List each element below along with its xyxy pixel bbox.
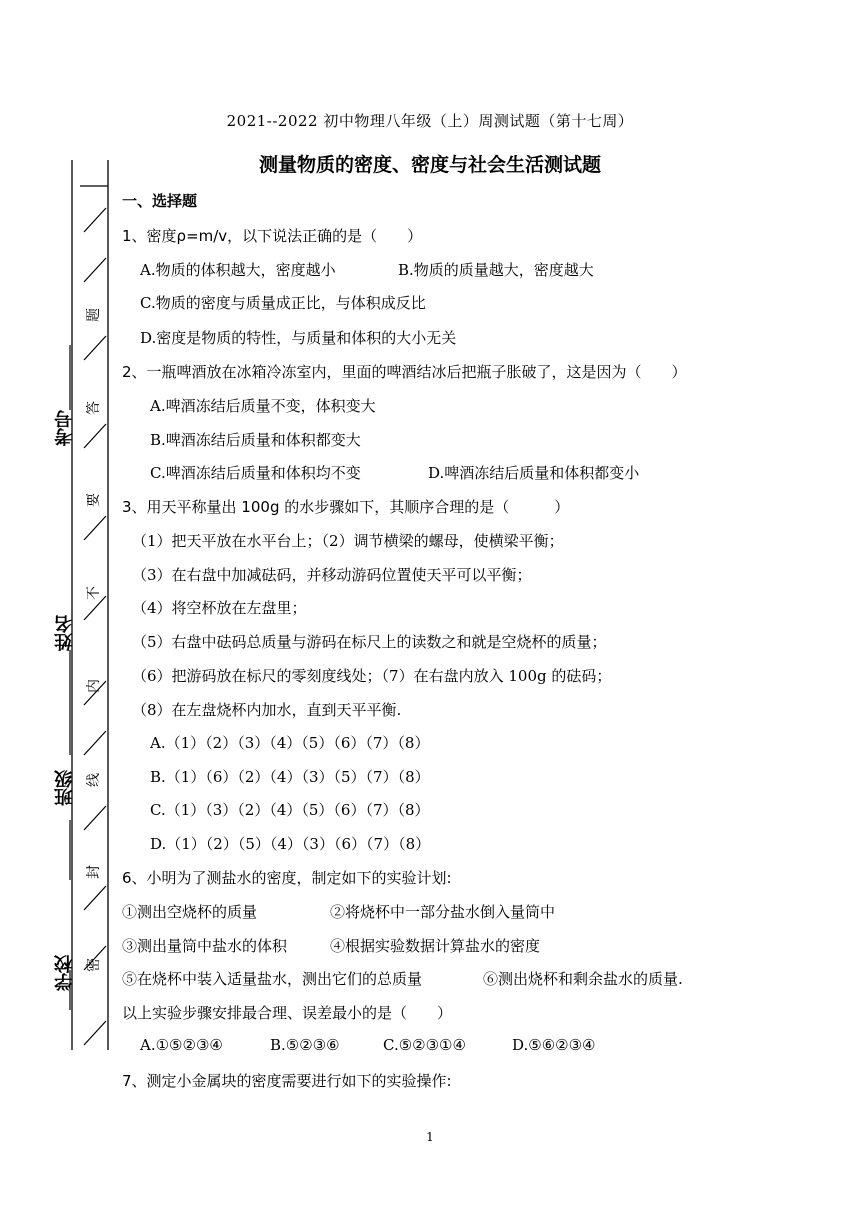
question-1-option-b: B.物质的质量越大，密度越大 bbox=[398, 261, 594, 279]
question-3-step: （6）把游码放在标尺的零刻度线处；（7）在右盘内放入 100g 的砝码； bbox=[132, 667, 612, 685]
seal-char: 线 bbox=[86, 773, 102, 787]
question-2-option-d: D.啤酒冻结后质量和体积都变小 bbox=[428, 464, 640, 482]
question-6-step: ⑥测出烧杯和剩余盐水的质量. bbox=[483, 970, 683, 988]
margin-label-class: 班级 bbox=[54, 770, 75, 806]
question-6-option-a: A.①⑤②③④ bbox=[140, 1036, 223, 1054]
seal-char: 要 bbox=[86, 493, 102, 507]
question-1-option-a: A.物质的体积越大，密度越小 bbox=[140, 261, 336, 279]
margin-label-name: 姓名 bbox=[54, 615, 75, 651]
seal-char: 不 bbox=[86, 586, 102, 600]
binding-margin bbox=[0, 150, 115, 1060]
margin-label-exam-number: 考号 bbox=[54, 410, 75, 446]
question-3-option-b: B.（1）（6）（2）（4）（3）（5）（7）（8） bbox=[150, 768, 430, 786]
question-7-stem: 7、测定小金属块的密度需要进行如下的实验操作: bbox=[122, 1072, 452, 1090]
question-1-stem: 1、密度ρ=m/v，以下说法正确的是（ ） bbox=[122, 227, 423, 245]
question-3-stem: 3、用天平称量出 100g 的水步骤如下，其顺序合理的是（ ） bbox=[122, 498, 570, 516]
question-3-step: （3）在右盘中加减砝码，并移动游码位置使天平可以平衡； bbox=[132, 566, 532, 584]
question-3-step: （5）右盘中砝码总质量与游码在标尺上的读数之和就是空烧杯的质量； bbox=[132, 633, 607, 651]
question-6-step: ①测出空烧杯的质量 bbox=[122, 903, 258, 921]
question-2-option-b: B.啤酒冻结后质量和体积都变大 bbox=[150, 431, 361, 449]
question-1-option-d: D.密度是物质的特性，与质量和体积的大小无关 bbox=[140, 329, 457, 347]
question-6-stem: 6、小明为了测盐水的密度，制定如下的实验计划: bbox=[122, 869, 452, 887]
page-number: 1 bbox=[426, 1130, 434, 1144]
question-6-option-b: B.⑤②③⑥ bbox=[270, 1036, 340, 1054]
question-6-step: ③测出量筒中盐水的体积 bbox=[122, 937, 288, 955]
question-6-step: ④根据实验数据计算盐水的密度 bbox=[330, 937, 541, 955]
question-3-step: （8）在左盘烧杯内加水，直到天平平衡. bbox=[132, 701, 402, 719]
question-1-option-c: C.物质的密度与质量成正比，与体积成反比 bbox=[140, 294, 426, 312]
seal-char: 答 bbox=[86, 401, 102, 415]
question-3-option-a: A.（1）（2）（3）（4）（5）（6）（7）（8） bbox=[150, 734, 430, 752]
section-heading: 一、选择题 bbox=[122, 192, 198, 210]
margin-label-school: 学校 bbox=[54, 955, 75, 991]
question-3-step: （4）将空杯放在左盘里； bbox=[132, 599, 307, 617]
question-6-step: ⑤在烧杯中装入适量盐水，测出它们的总质量 bbox=[122, 970, 423, 988]
question-2-option-a: A.啤酒冻结后质量不变，体积变大 bbox=[150, 397, 376, 415]
question-3-option-c: C.（1）（3）（2）（4）（5）（6）（7）（8） bbox=[150, 801, 430, 819]
seal-char: 题 bbox=[86, 308, 102, 322]
seal-char: 内 bbox=[86, 679, 102, 693]
seal-char: 密 bbox=[86, 958, 102, 972]
question-6-step: ②将烧杯中一部分盐水倒入量筒中 bbox=[330, 903, 556, 921]
question-2-option-c: C.啤酒冻结后质量和体积均不变 bbox=[150, 464, 361, 482]
question-3-step: （1）把天平放在水平台上；（2）调节横梁的螺母，使横梁平衡； bbox=[132, 532, 564, 550]
exam-header: 2021--2022 初中物理八年级（上）周测试题（第十七周） bbox=[226, 112, 634, 130]
exam-title: 测量物质的密度、密度与社会生活测试题 bbox=[258, 154, 601, 176]
question-2-stem: 2、一瓶啤酒放在冰箱冷冻室内，里面的啤酒结冰后把瓶子胀破了，这是因为（ ） bbox=[122, 363, 687, 381]
question-6-ask: 以上实验步骤安排最合理、误差最小的是（ ） bbox=[122, 1004, 453, 1022]
question-6-option-d: D.⑤⑥②③④ bbox=[512, 1036, 596, 1054]
question-3-option-d: D.（1）（2）（5）（4）（3）（6）（7）（8） bbox=[150, 835, 431, 853]
seal-char: 封 bbox=[86, 865, 102, 879]
question-6-option-c: C.⑤②③①④ bbox=[383, 1036, 466, 1054]
